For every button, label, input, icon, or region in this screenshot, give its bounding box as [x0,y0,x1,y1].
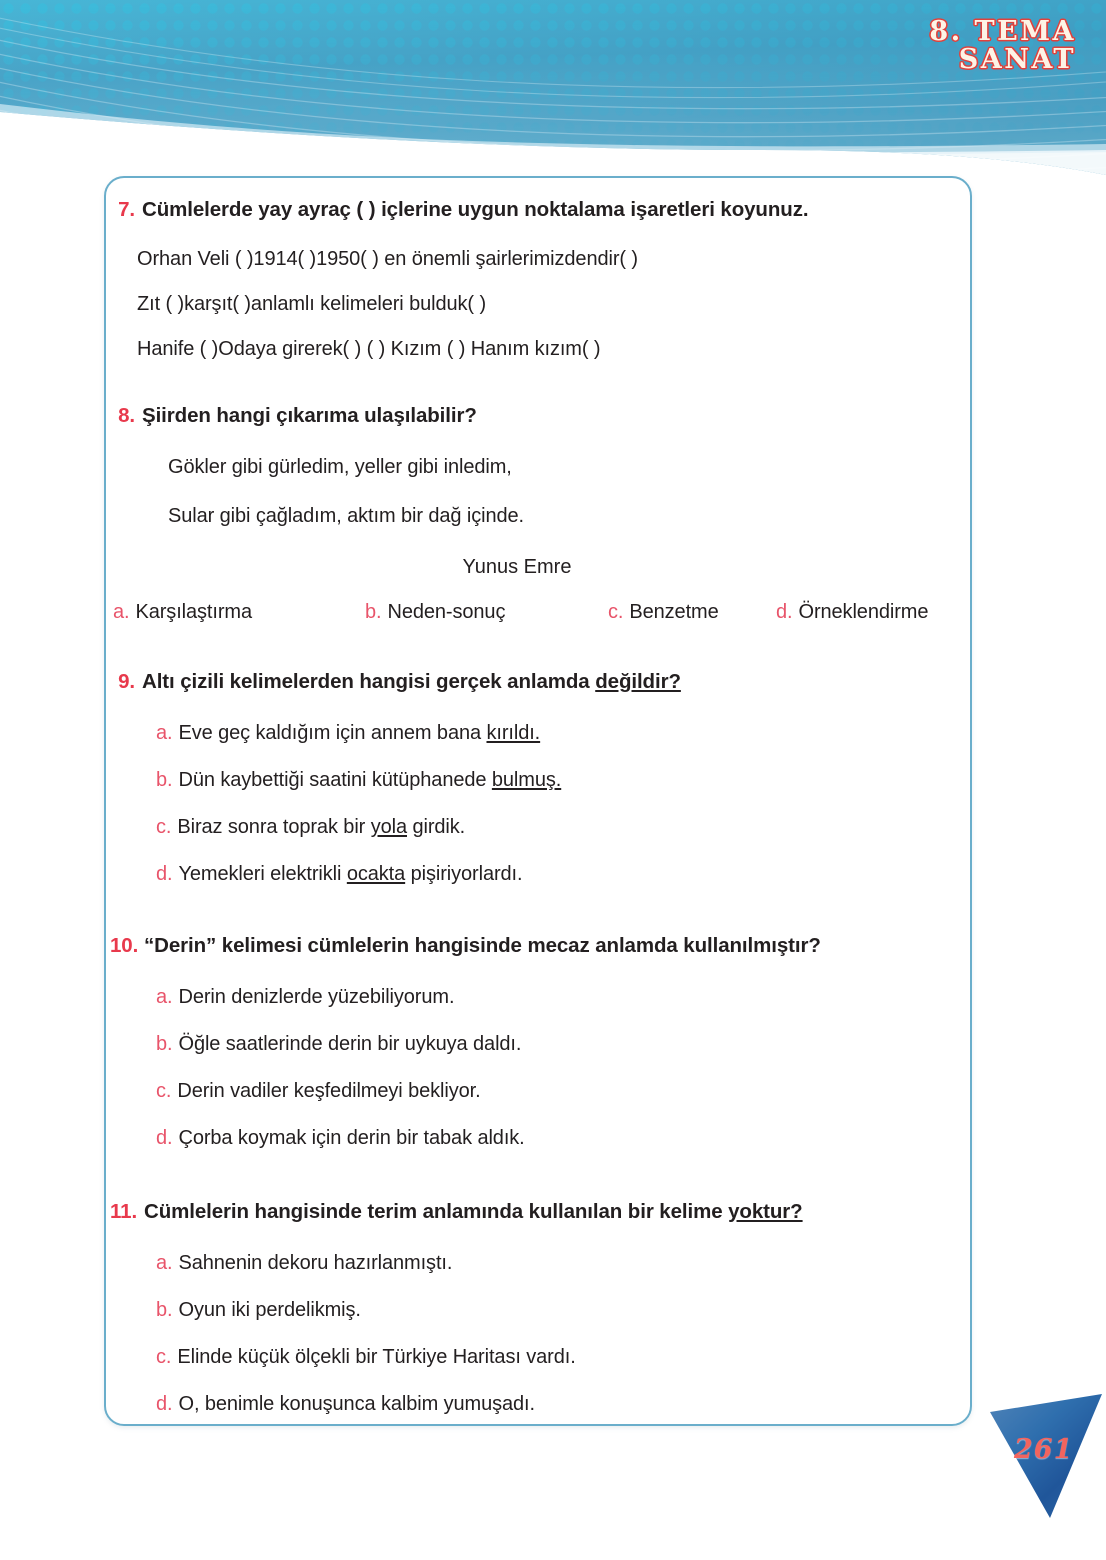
question-8 [106,404,970,624]
option-letter-b: b. [156,769,173,791]
question-10-option-a[interactable] [106,986,970,1009]
page-header-banner [0,0,1106,175]
question-7-number: 7. [118,198,135,221]
question-10-number: 10. [110,934,139,957]
question-7-heading [106,198,970,222]
option-text-b: Oyun iki perdelikmiş. [178,1299,361,1321]
question-11-option-a[interactable] [106,1252,970,1275]
question-11-option-c[interactable] [106,1346,970,1369]
question-10 [106,934,970,1150]
question-8-option-d[interactable] [776,601,928,624]
option-letter-c: c. [156,1346,172,1368]
theme-label [929,18,1076,75]
question-7-line-1: Orhan Veli ( )1914( )1950( ) en önemli şairlerimizdendir( ) [137,248,638,270]
option-letter-a: a. [113,601,130,623]
option-b-underlined: bulmuş. [491,769,562,791]
exercise-panel [104,176,972,1426]
option-text-d: Örneklendirme [798,601,929,623]
question-11-number: 11. [110,1200,138,1223]
question-8-option-b[interactable] [365,601,608,624]
question-11-prompt-emphasis: yoktur? [728,1200,803,1223]
question-8-poem-author: Yunus Emre [462,556,572,578]
option-text-c [177,816,465,839]
option-letter-d: d. [156,1393,173,1415]
question-9-prompt-emphasis: değildir? [595,670,681,693]
question-10-heading [106,934,970,958]
option-text-a: Sahnenin dekoru hazırlanmıştı. [178,1252,453,1274]
question-11-option-d[interactable] [106,1393,970,1416]
question-8-option-a[interactable] [113,601,365,624]
question-10-option-b[interactable] [106,1033,970,1056]
option-letter-b: b. [156,1299,173,1321]
option-text-c: Derin vadiler keşfedilmeyi bekliyor. [177,1080,481,1102]
question-8-options [106,601,970,624]
option-letter-b: b. [156,1033,173,1055]
option-letter-d: d. [156,1127,173,1149]
option-text-d: O, benimle konuşunca kalbim yumuşadı. [178,1393,535,1415]
question-11-heading [106,1200,970,1224]
question-9 [106,670,970,886]
page-number: 261 [1014,1434,1074,1465]
option-d-post: pişiriyorlardı. [405,863,523,885]
question-9-prompt [142,670,681,694]
option-letter-a: a. [156,1252,173,1274]
option-letter-b: b. [365,601,382,623]
option-letter-d: d. [156,863,173,885]
question-9-number: 9. [118,670,135,693]
option-a-underlined: kırıldı. [486,722,541,744]
option-text-b: Neden-sonuç [387,601,506,623]
question-9-option-c[interactable] [106,816,970,839]
option-a-pre: Eve geç kaldığım için annem bana [178,722,487,744]
question-11-prompt-text: Cümlelerin hangisinde terim anlamında kullanılan bir kelime [144,1200,729,1223]
question-9-prompt-text: Altı çizili kelimelerden hangisi gerçek anlamda [142,670,596,693]
question-7-line-3: Hanife ( )Odaya girerek( ) ( ) Kızım ( ) Hanım kızım( ) [137,338,601,360]
question-10-option-c[interactable] [106,1080,970,1103]
question-8-poem-line-2: Sular gibi çağladım, aktım bir dağ içinde. [168,505,524,527]
option-b-pre: Dün kaybettiği saatini kütüphanede [178,769,492,791]
question-8-poem-line-1: Gökler gibi gürledim, yeller gibi inledim, [168,456,512,478]
question-8-prompt: Şiirden hangi çıkarıma ulaşılabilir? [142,404,477,427]
question-9-option-a[interactable] [106,722,970,745]
option-letter-a: a. [156,722,173,744]
question-10-prompt: “Derin” kelimesi cümlelerin hangisinde mecaz anlamda kullanılmıştır? [144,934,821,957]
question-11-prompt [144,1200,803,1224]
option-text-a: Derin denizlerde yüzebiliyorum. [178,986,455,1008]
question-9-option-d[interactable] [106,863,970,886]
question-11 [106,1200,970,1416]
option-text-b: Öğle saatlerinde derin bir uykuya daldı. [178,1033,522,1055]
option-d-pre: Yemekleri elektrikli [178,863,347,885]
option-text-a [178,722,540,745]
question-7-prompt: Cümlelerde yay ayraç ( ) içlerine uygun noktalama işaretleri koyunuz. [142,198,809,221]
option-text-b [178,769,561,792]
option-text-d [178,863,522,886]
question-11-option-b[interactable] [106,1299,970,1322]
theme-number-line: 8. TEMA [929,16,1076,47]
question-9-option-b[interactable] [106,769,970,792]
option-letter-c: c. [156,816,172,838]
question-7 [106,198,970,361]
question-8-number: 8. [118,404,135,427]
option-text-a: Karşılaştırma [135,601,252,623]
option-letter-c: c. [156,1080,172,1102]
question-10-option-d[interactable] [106,1127,970,1150]
question-8-option-c[interactable] [608,601,776,624]
option-text-c: Elinde küçük ölçekli bir Türkiye Haritası vardı. [177,1346,576,1368]
option-letter-c: c. [608,601,624,623]
question-9-heading [106,670,970,694]
page-number-corner [988,1390,1106,1522]
option-letter-d: d. [776,601,793,623]
option-text-c: Benzetme [629,601,719,623]
option-letter-a: a. [156,986,173,1008]
question-8-heading [106,404,970,428]
option-text-d: Çorba koymak için derin bir tabak aldık. [178,1127,525,1149]
theme-name-line: SANAT [958,44,1076,76]
option-c-underlined: yola [370,816,407,838]
question-7-line-2: Zıt ( )karşıt( )anlamlı kelimeleri bulduk( ) [137,293,486,315]
option-d-underlined: ocakta [346,863,406,885]
option-c-post: girdik. [407,816,466,838]
option-c-pre: Biraz sonra toprak bir [177,816,371,838]
